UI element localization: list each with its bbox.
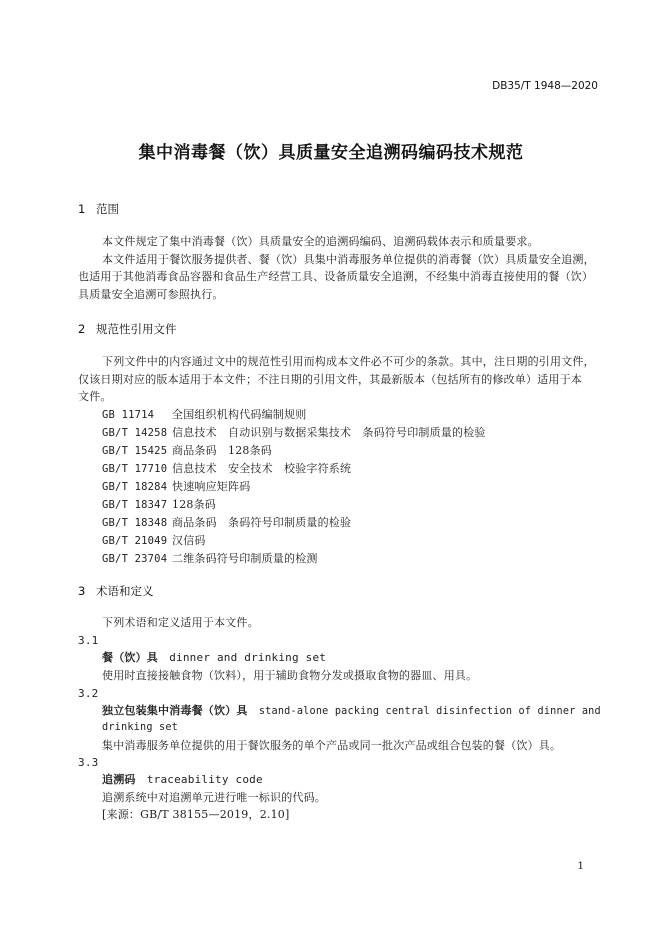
reference-item <box>102 406 486 424</box>
section-number: 2 <box>78 322 86 336</box>
term-source: [来源：GB/T 38155—2019，2.10] <box>102 808 290 821</box>
reference-code: GB/T 14258 <box>102 427 168 439</box>
reference-item <box>102 550 486 568</box>
reference-name: 全国组织机构代码编制规则 <box>172 408 307 421</box>
reference-code: GB/T 18347 <box>102 499 168 511</box>
reference-code: GB/T 15425 <box>102 445 168 457</box>
term-english: dinner and drinking set <box>169 651 327 664</box>
reference-code: GB/T 18284 <box>102 481 168 493</box>
term-title <box>102 771 263 788</box>
term-number: 3.1 <box>78 634 99 647</box>
term-title <box>102 702 601 720</box>
term-title <box>102 649 326 666</box>
reference-code: GB/T 18348 <box>102 517 168 529</box>
reference-name: 信息技术 安全技术 校验字符系统 <box>172 462 352 475</box>
reference-code: GB/T 17710 <box>102 463 168 475</box>
term-english: stand-alone packing central disinfection of dinner and <box>258 706 601 717</box>
reference-item <box>102 496 486 514</box>
reference-code: GB/T 23704 <box>102 553 168 565</box>
reference-name: 商品条码 128条码 <box>172 444 272 457</box>
reference-item <box>102 442 486 460</box>
reference-name: 二维条码符号印制质量的检测 <box>172 552 318 565</box>
document-code: DB35/T 1948—2020 <box>492 80 598 92</box>
section-title: 规范性引用文件 <box>96 322 177 336</box>
reference-code: GB/T 21049 <box>102 535 168 547</box>
section-2-heading <box>78 321 177 337</box>
paragraph-line: 文件。 <box>78 390 112 403</box>
paragraph-line: 下列文件中的内容通过文中的规范性引用而构成本文件必不可少的条款。其中，注日期的引用文件， <box>102 355 595 368</box>
section-number: 1 <box>78 202 86 216</box>
term-number: 3.2 <box>78 687 99 700</box>
reference-name: 商品条码 条码符号印制质量的检验 <box>172 516 352 529</box>
reference-item <box>102 532 486 550</box>
reference-item <box>102 424 486 442</box>
term-english: traceability code <box>146 773 263 786</box>
section-title: 范围 <box>96 202 119 216</box>
paragraph-line: 具质量安全追溯可参照执行。 <box>78 288 224 301</box>
reference-item <box>102 514 486 532</box>
term-chinese: 餐（饮）具 <box>102 651 158 664</box>
term-chinese: 追溯码 <box>102 773 136 786</box>
section-1-heading <box>78 201 119 217</box>
paragraph-line: 本文件适用于餐饮服务提供者、餐（饮）具集中消毒服务单位提供的消毒餐（饮）具质量安全追溯， <box>102 253 595 266</box>
reference-name: 128条码 <box>172 498 216 511</box>
paragraph-line: 仅该日期对应的版本适用于本文件；不注日期的引用文件，其最新版本（包括所有的修改单）适用于本 <box>78 373 582 386</box>
page-number: 1 <box>577 860 584 872</box>
term-definition: 追溯系统中对追溯单元进行唯一标识的代码。 <box>102 791 326 804</box>
section-3-heading <box>78 583 154 599</box>
reference-item <box>102 478 486 496</box>
term-english-continued: drinking set <box>102 722 179 733</box>
reference-item <box>102 460 486 478</box>
term-definition: 使用时直接接触食物（饮料），用于辅助食物分发或摄取食物的器皿、用具。 <box>102 669 478 682</box>
reference-code: GB 11714 <box>102 409 155 421</box>
term-definition: 集中消毒服务单位提供的用于餐饮服务的单个产品或同一批次产品或组合包装的餐（饮）具。 <box>102 739 562 752</box>
reference-name: 汉信码 <box>172 534 206 547</box>
reference-name: 快速响应矩阵码 <box>172 480 251 493</box>
section-title: 术语和定义 <box>96 584 154 598</box>
paragraph: 下列术语和定义适用于本文件。 <box>102 616 259 629</box>
reference-name: 信息技术 自动识别与数据采集技术 条码符号印制质量的检验 <box>172 426 486 439</box>
page-title: 集中消毒餐（饮）具质量安全追溯码编码技术规范 <box>138 143 524 163</box>
reference-list <box>102 406 486 568</box>
term-number: 3.3 <box>78 756 99 769</box>
section-number: 3 <box>78 584 86 598</box>
paragraph-line: 也适用于其他消毒食品容器和食品生产经营工具、设备质量安全追溯，不经集中消毒直接使用的餐（饮） <box>78 270 594 283</box>
term-chinese: 独立包装集中消毒餐（饮）具 <box>102 704 248 717</box>
paragraph: 本文件规定了集中消毒餐（饮）具质量安全的追溯码编码、追溯码载体表示和质量要求。 <box>102 235 539 248</box>
